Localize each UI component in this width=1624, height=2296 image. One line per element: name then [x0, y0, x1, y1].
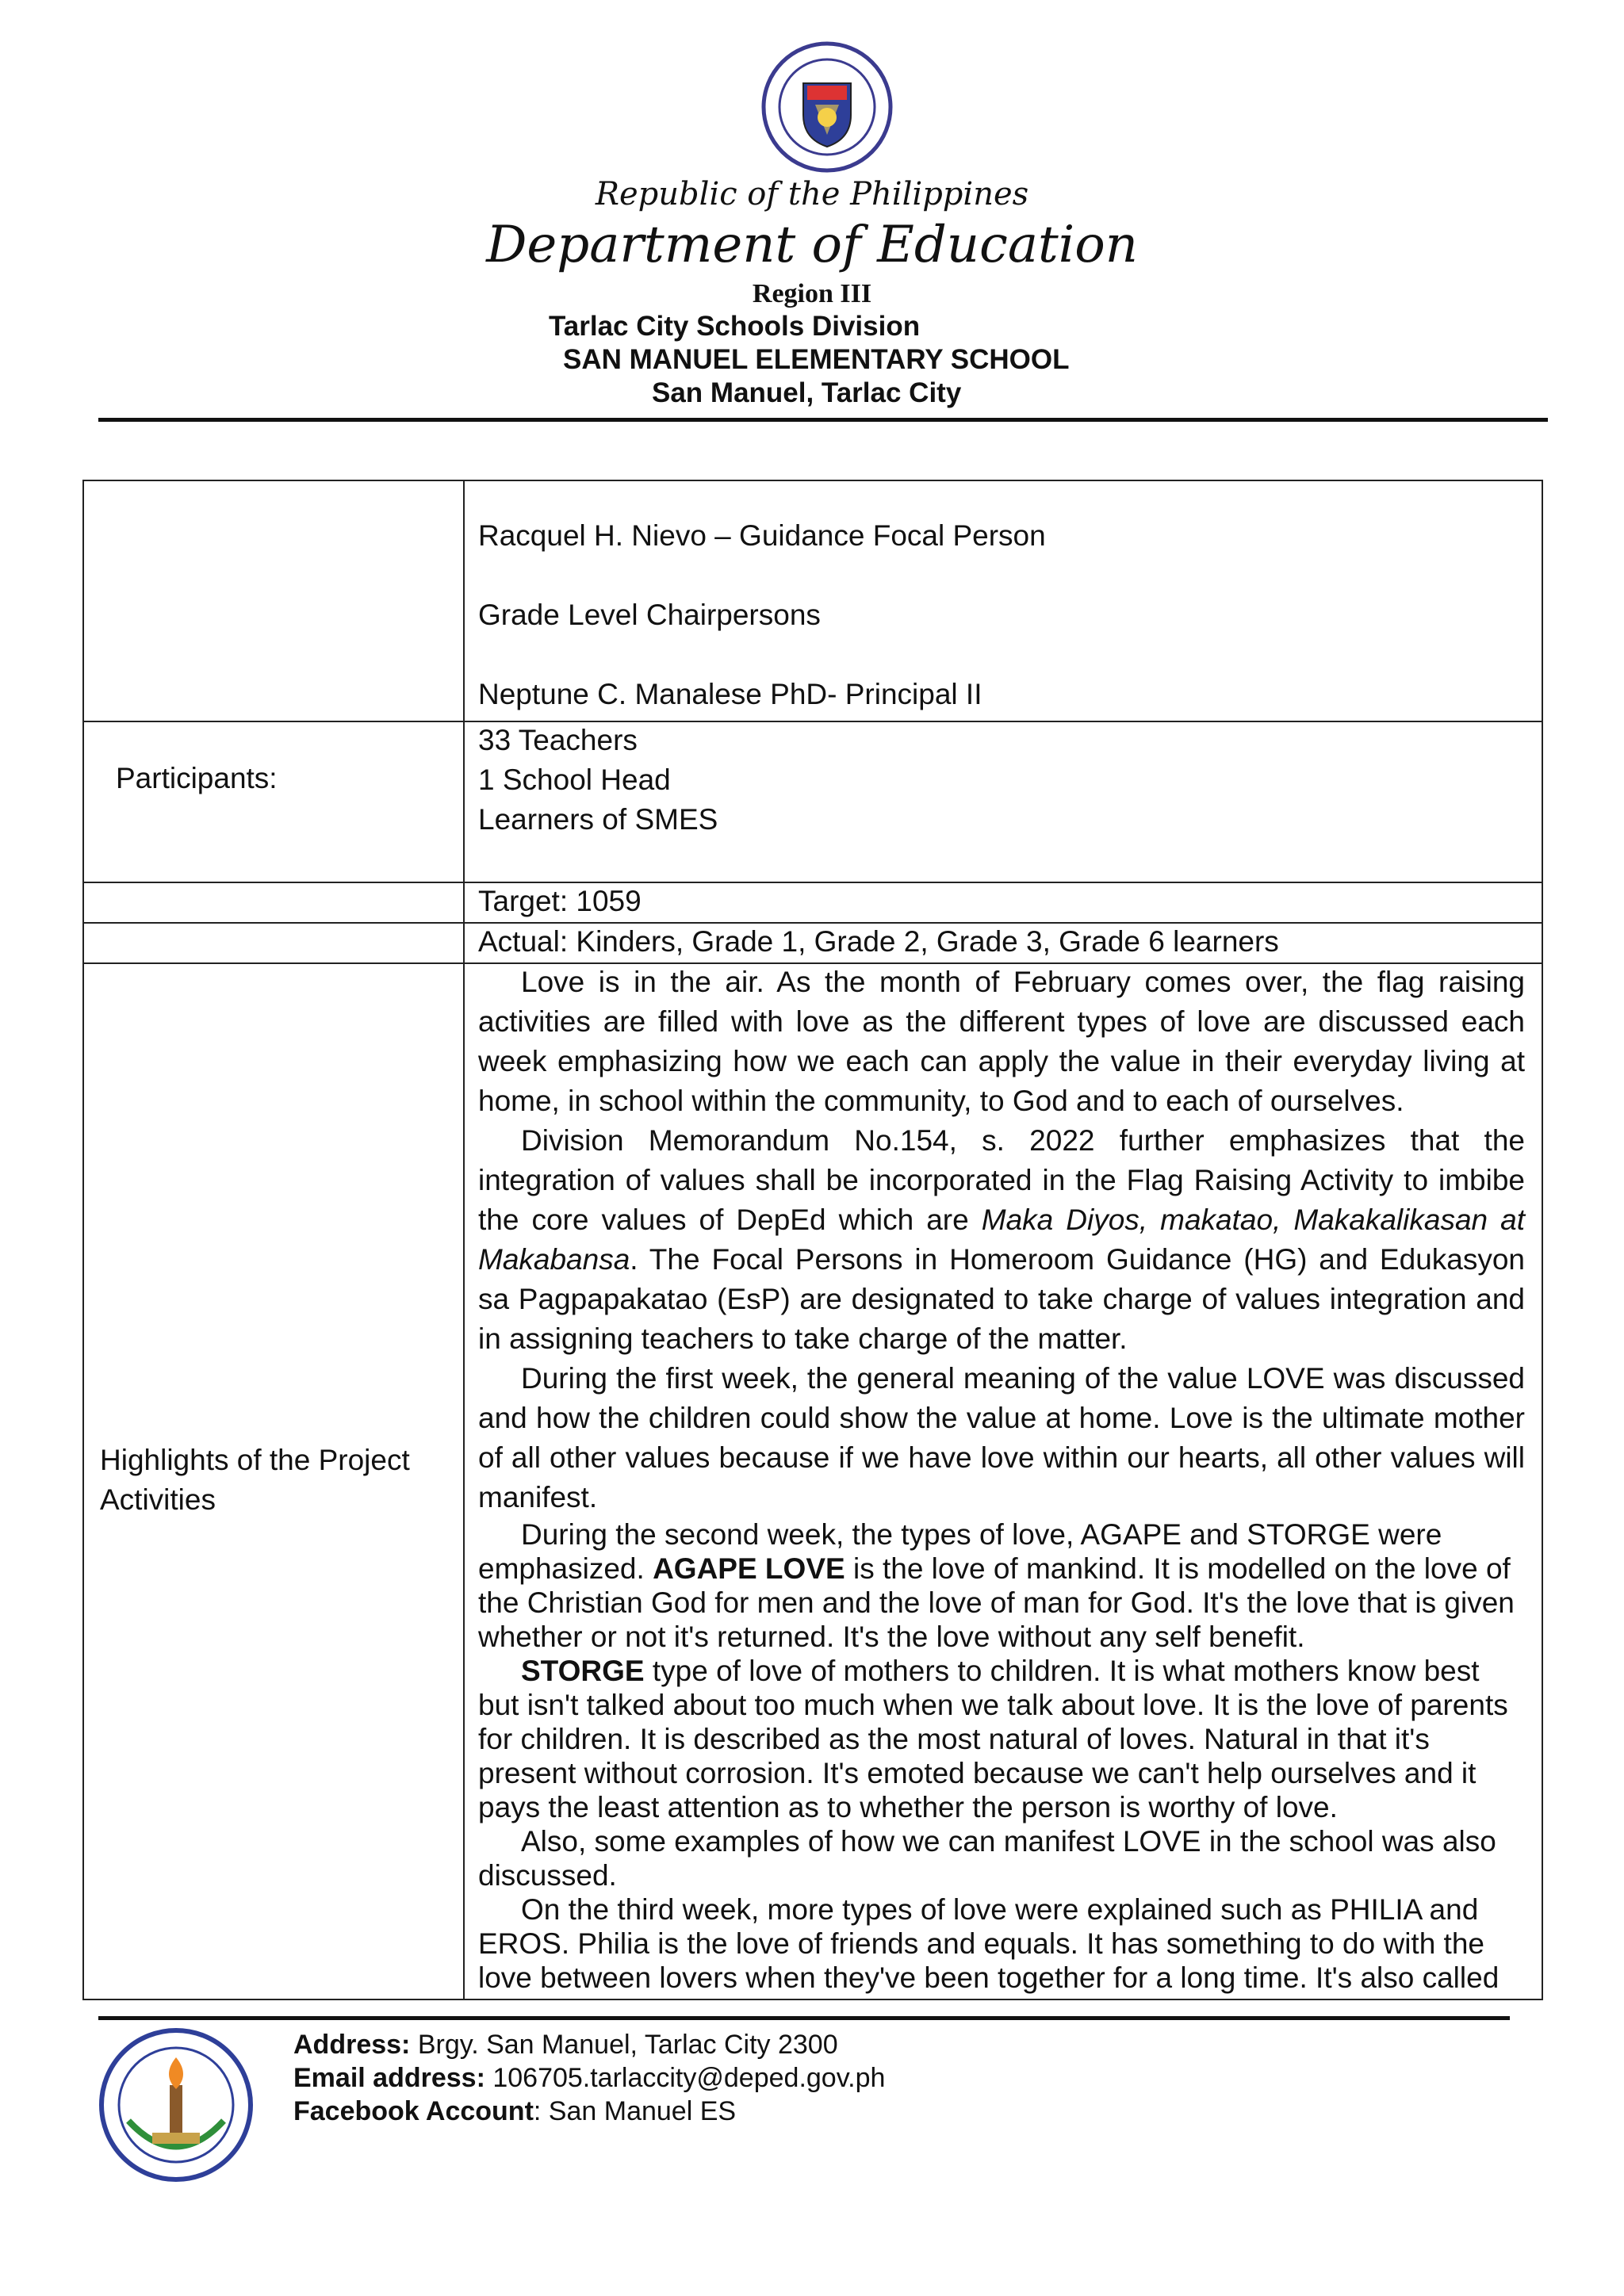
paragraph: Also, some examples of how we can manifest LOVE in the school was also discussed. — [478, 1825, 1496, 1892]
participant-item: 33 Teachers — [478, 724, 638, 756]
paragraph: During the second week, the types of love, AGAPE and STORGE were emphasized. AGAPE LOVE is the love of mankind. It is modelled on the love of the Christian God for men and the love of man for God. It's the love that is given whether or not it's returned. It's the love without any self benefit. — [478, 1518, 1515, 1653]
footer-divider — [98, 2016, 1510, 2020]
division-line: Tarlac City Schools Division — [549, 311, 921, 342]
header-divider — [98, 418, 1548, 422]
school-name: SAN MANUEL ELEMENTARY SCHOOL — [563, 344, 1070, 375]
column-divider — [463, 481, 465, 1999]
republic-line: Republic of the Philippines — [595, 176, 1029, 212]
focal-person: Racquel H. Nievo – Guidance Focal Person — [478, 519, 1046, 552]
report-table — [82, 480, 1543, 2000]
footer-address: Address: Brgy. San Manuel, Tarlac City 2300 — [293, 2030, 838, 2060]
target-value: Target: 1059 — [478, 885, 642, 917]
actual-value: Actual: Kinders, Grade 1, Grade 2, Grade 3, Grade 6 learners — [478, 925, 1279, 958]
school-seal-logo — [97, 2026, 255, 2184]
row-divider — [84, 882, 1542, 883]
participants-list — [478, 721, 1525, 840]
school-location: San Manuel, Tarlac City — [652, 377, 962, 408]
participant-item: 1 School Head — [478, 763, 671, 796]
deped-seal-logo — [760, 40, 894, 174]
grade-chairpersons: Grade Level Chairpersons — [478, 599, 821, 631]
participant-item: Learners of SMES — [478, 803, 718, 836]
row1-content — [478, 516, 1525, 714]
highlights-content — [478, 962, 1525, 1995]
highlights-label: Highlights of the Project Activities — [100, 1444, 410, 1516]
region-line: Region III — [752, 279, 872, 308]
paragraph: On the third week, more types of love were explained such as PHILIA and EROS. Philia is the love of friends and equals. It has something to do with the love between lovers when they've been together for a long time. It's also called — [478, 1893, 1500, 1994]
footer-email: Email address: 106705.tarlaccity@deped.gov.ph — [293, 2063, 886, 2093]
participants-label: Participants: — [116, 762, 278, 794]
paragraph: Love is in the air. As the month of February comes over, the flag raising activities are filled with love as the different types of love are discussed each week emphasizing how we each can apply the value in their everyday living at home, in school within the community, to God and to each of ourselves. — [478, 966, 1525, 1117]
paragraph: STORGE type of love of mothers to children. It is what mothers know best but isn't talked about too much when we talk about love. It is the love of parents for children. It is described as the most natural of loves. Natural in that it's present without corrosion. It's emoted because we can't help ourselves and it pays the least attention as to whether the person is worthy of love. — [478, 1655, 1508, 1823]
footer-facebook: Facebook Account: San Manuel ES — [293, 2096, 737, 2126]
principal: Neptune C. Manalese PhD- Principal II — [478, 678, 982, 710]
department-title: Department of Education — [486, 216, 1138, 274]
paragraph: During the first week, the general meaning of the value LOVE was discussed and how the children could show the value at home. Love is the ultimate mother of all other values because if we have love within our hearts, all other values will manifest. — [478, 1362, 1525, 1513]
paragraph: Division Memorandum No.154, s. 2022 further emphasizes that the integration of values shall be incorporated in the Flag Raising Activity to imbibe the core values of DepEd which are Maka Diyos, makatao, Makakalikasan at Makabansa. The Focal Persons in Homeroom Guidance (HG) and Edukasyon sa Pagpapakatao (EsP) are designated to take charge of values integration and in assigning teachers to take charge of the matter. — [478, 1124, 1526, 1355]
